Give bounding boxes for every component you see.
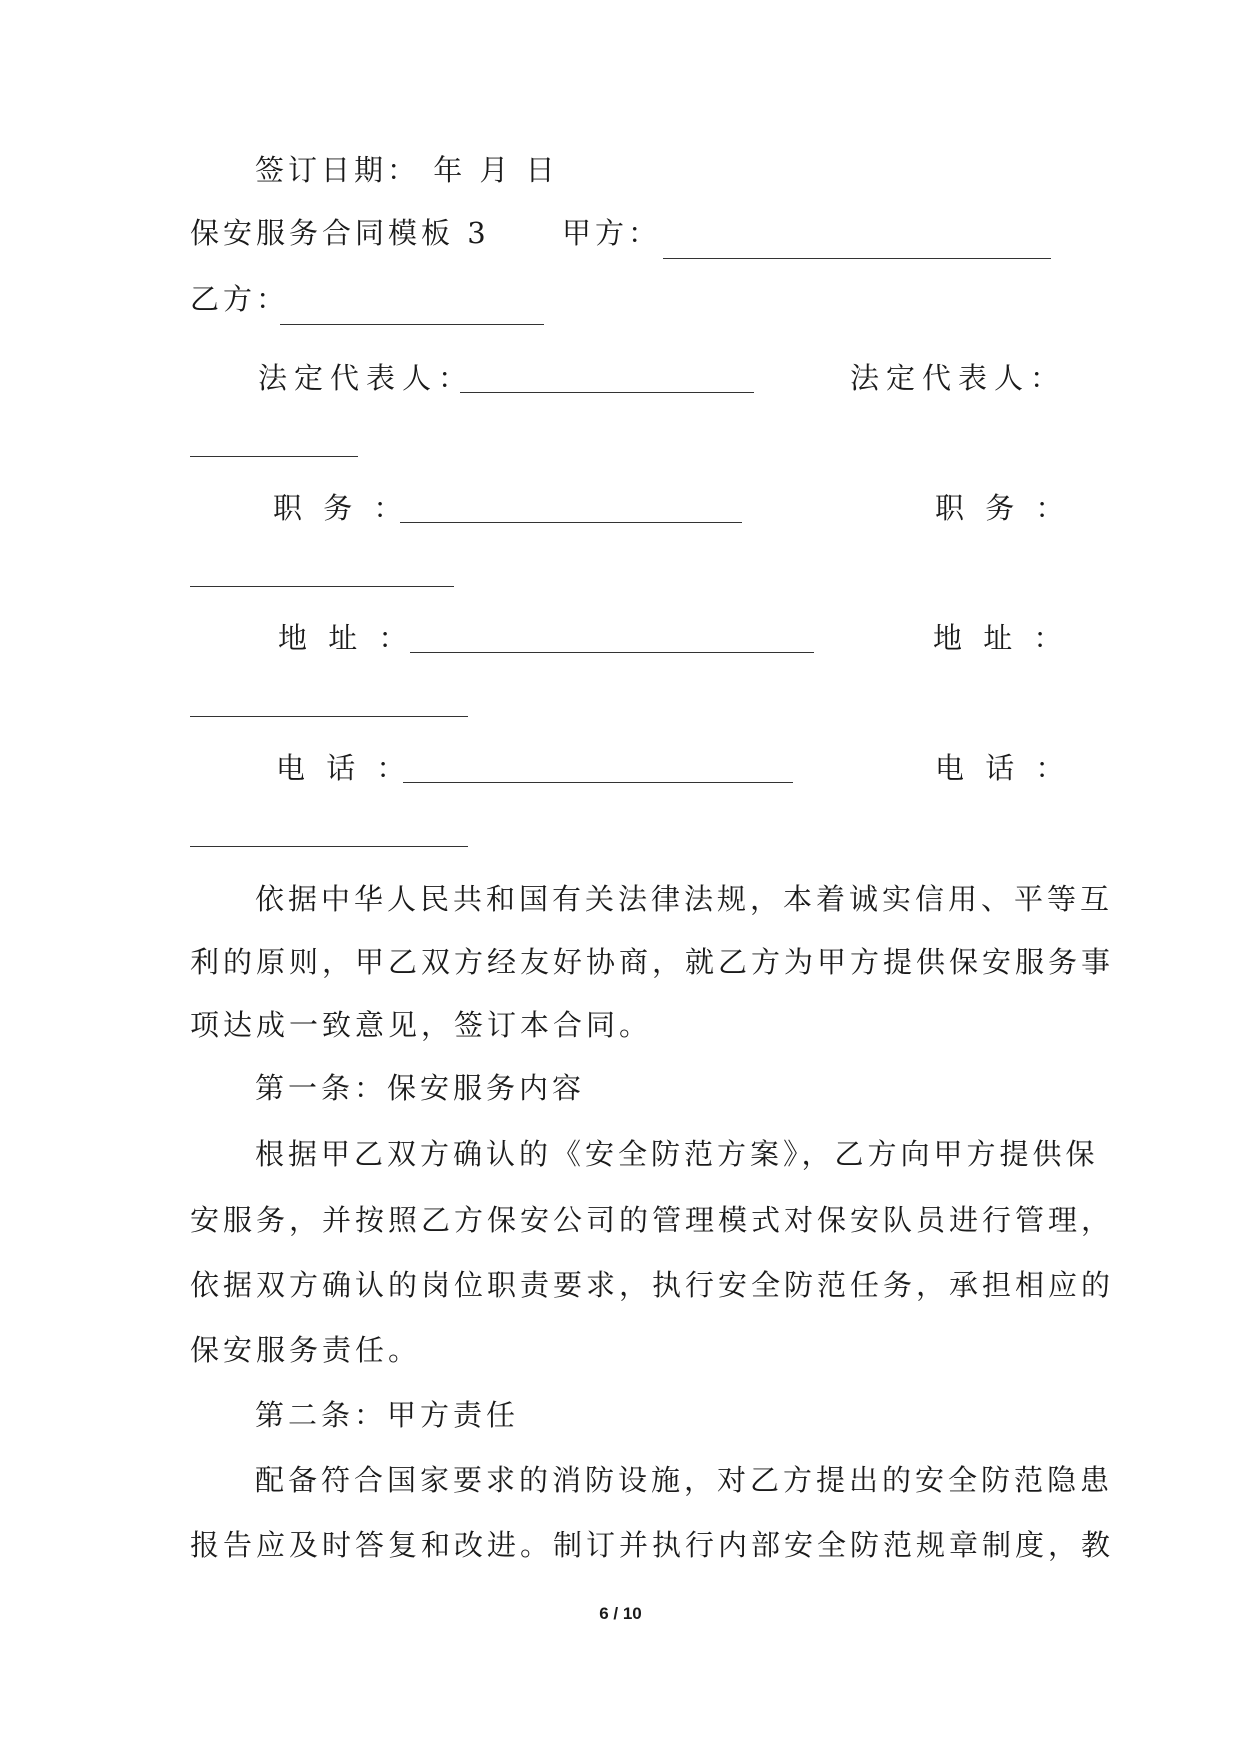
phone-label-b: 电 话 ： (935, 751, 1071, 785)
article1-line-2: 安服务，并按照乙方保安公司的管理模式对保安队员进行管理， (190, 1203, 1115, 1237)
contract-title: 保安服务合同模板 3 (190, 216, 490, 250)
article2-line-1: 配备符合国家要求的消防设施，对乙方提出的安全防范隐患 (255, 1463, 1114, 1497)
page-number: 6 / 10 (599, 1604, 642, 1623)
phone-b-blank (190, 846, 468, 847)
party-a-label: 甲方： (562, 216, 662, 250)
party-b-label: 乙方： (190, 282, 290, 316)
legal-rep-a-blank (460, 392, 754, 393)
position-b-blank (190, 586, 454, 587)
party-b-blank (280, 324, 544, 325)
article1-title: 第一条：保安服务内容 (255, 1071, 586, 1105)
article2-title: 第二条：甲方责任 (255, 1398, 520, 1432)
address-b-blank (190, 716, 468, 717)
phone-label-a: 电 话 ： (276, 751, 412, 785)
article1-line-3: 依据双方确认的岗位职责要求，执行安全防范任务，承担相应的 (190, 1268, 1115, 1302)
intro-line-2: 利的原则，甲乙双方经友好协商，就乙方为甲方提供保安服务事 (190, 945, 1115, 979)
position-label-a: 职 务 ： (273, 491, 409, 525)
sign-date: 签订日期： 年 月 日 (255, 153, 559, 187)
article2-line-2: 报告应及时答复和改进。制订并执行内部安全防范规章制度，教 (190, 1528, 1115, 1562)
position-a-blank (400, 522, 742, 523)
legal-rep-label-a: 法定代表人： (258, 361, 475, 395)
intro-line-1: 依据中华人民共和国有关法律法规，本着诚实信用、平等互 (255, 882, 1114, 916)
address-label-b: 地 址 ： (933, 621, 1069, 655)
article1-line-1: 根据甲乙双方确认的《安全防范方案》，乙方向甲方提供保 (255, 1137, 1099, 1171)
position-label-b: 职 务 ： (935, 491, 1071, 525)
party-a-blank (663, 258, 1051, 259)
article1-line-4: 保安服务责任。 (190, 1333, 422, 1367)
intro-line-3: 项达成一致意见，签订本合同。 (190, 1008, 653, 1042)
phone-a-blank (403, 782, 793, 783)
address-a-blank (410, 652, 814, 653)
address-label-a: 地 址 ： (278, 621, 414, 655)
legal-rep-label-b: 法定代表人： (850, 361, 1067, 395)
legal-rep-b-blank (190, 456, 358, 457)
